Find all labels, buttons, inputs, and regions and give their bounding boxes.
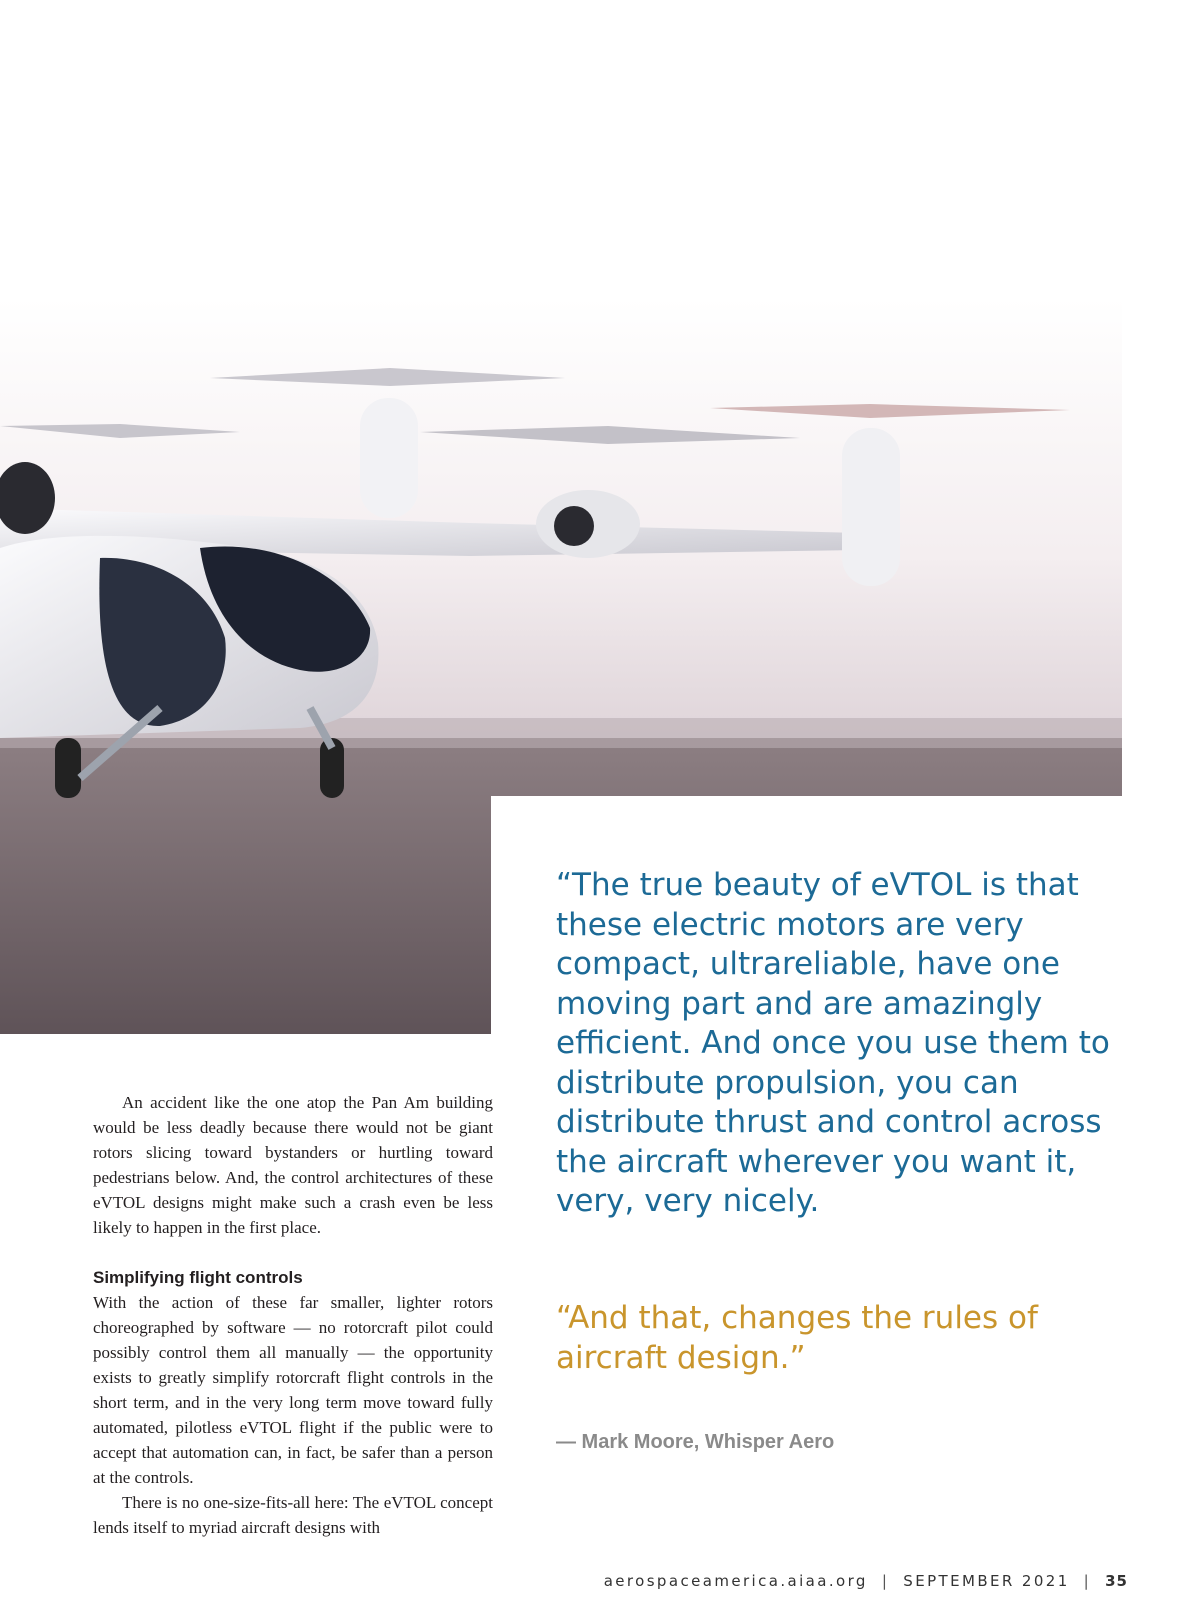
article-paragraph: An accident like the one atop the Pan Am building would be less deadly because there would not be giant rotors slicing toward bystanders or hurtling toward pedestrians below. And, the control architectures of these eVTOL designs might make such a crash even be less likely to happen in the first place.	[93, 1093, 493, 1237]
pull-quote: “The true beauty of eVTOL is that these electric motors are very compact, ultrareliable, have one moving part and are amazingly efficient. And once you use them to distribute propulsion, you can distribute thrust and control across the aircraft wherever you want it, very, very nicely.	[556, 867, 1110, 1219]
footer-separator: |	[881, 1572, 890, 1590]
footer-separator: |	[1083, 1572, 1092, 1590]
page-number: 35	[1105, 1572, 1128, 1590]
article-paragraph: With the action of these far smaller, lighter rotors choreographed by software — no rotorcraft pilot could possibly control them all manually — the opportunity exists to greatly simplify rotorcraft flight controls in the short term, and in the very long term move toward fully automated, pilotless eVTOL flight if the public were to accept that automation can, in fact, be safer than a person at the controls.	[93, 1293, 493, 1487]
footer-site: aerospaceamerica.aiaa.org	[603, 1572, 868, 1590]
article-column	[93, 1090, 493, 1540]
pull-quote-closing: “And that, changes the rules of aircraft design.”	[556, 1300, 1038, 1376]
article-subhead: Simplifying flight controls	[93, 1268, 303, 1287]
footer-issue: SEPTEMBER 2021	[903, 1572, 1070, 1590]
article-paragraph: There is no one-size-fits-all here: The eVTOL concept lends itself to myriad aircraft designs with	[93, 1493, 493, 1537]
quote-attribution: — Mark Moore, Whisper Aero	[556, 1431, 835, 1453]
page-footer	[604, 1572, 1128, 1590]
